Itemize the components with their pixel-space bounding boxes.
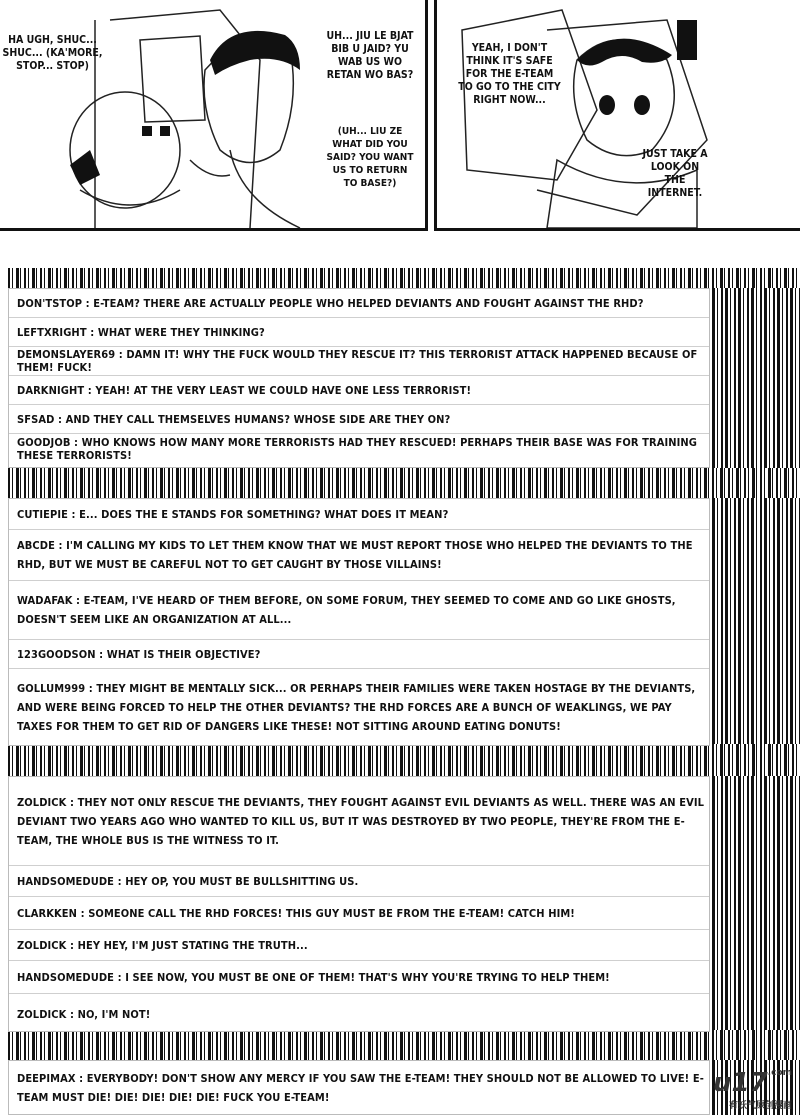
comment-body: I SEE NOW, YOU MUST BE ONE OF THEM! THAT'S WHY YOU'RE TRYING TO HELP THEM! [125, 970, 610, 984]
speech-bubble-left-1: HA UGH, SHUC... SHUC... (KA'MORE, STOP... STOP) [2, 34, 103, 72]
comment-row [9, 318, 709, 347]
comment-text: HANDSOMEDUDE : HEY OP, YOU MUST BE BULLSHITTING US. [17, 874, 359, 888]
manga-panel-left [0, 0, 428, 231]
comment-row [9, 347, 709, 376]
comment-row [9, 897, 709, 930]
comment-body: AND THEY CALL THEMSELVES HUMANS? WHOSE SIDE ARE THEY ON? [65, 412, 451, 426]
comment-text: GOODJOB : WHO KNOWS HOW MANY MORE TERRORISTS HAD THEY RESCUED! PERHAPS THEIR BASE WAS FOR TRAINING THESE TERRORISTS! [17, 436, 698, 462]
comment-text: CUTIEPIE : E... DOES THE E STANDS FOR SOMETHING? WHAT DOES IT MEAN? [17, 507, 449, 521]
comment-row [9, 289, 709, 318]
speech-bubble-right-2: JUST TAKE A LOOK ON THE INTERNET. [642, 148, 708, 199]
comment-user: LEFTXRIGHT [17, 325, 87, 339]
comment-user: ABCDE [17, 539, 55, 552]
comment-user: ZOLDICK [17, 795, 67, 809]
comment-user: ZOLDICK [17, 1007, 67, 1021]
comment-user: ZOLDICK [17, 938, 67, 952]
comment-body: SOMEONE CALL THE RHD FORCES! THIS GUY MUST BE FROM THE E-TEAM! CATCH HIM! [88, 906, 575, 920]
comment-text: WADAFAK : E-TEAM, I'VE HEARD OF THEM BEFORE, ON SOME FORUM, THEY SEEMED TO COME AND GO LIKE GHOSTS, DOESN'T SEEM LIKE AN ORGANIZATION AT ALL... [17, 594, 676, 626]
comment-text: DARKNIGHT : YEAH! AT THE VERY LEAST WE COULD HAVE ONE LESS TERRORIST! [17, 383, 472, 397]
comment-body: DAMN IT! WHY THE FUCK WOULD THEY RESCUE IT? THIS TERRORIST ATTACK HAPPENED BECAUSE OF THEM! FUCK! [17, 348, 698, 374]
comment-body: EVERYBODY! DON'T SHOW ANY MERCY IF YOU SAW THE E-TEAM! THEY SHOULD NOT BE ALLOWED TO LIVE! E-TEAM MUST DIE! DIE! DIE! DIE! DIE! FUCK YOU E-TEAM! [17, 1071, 704, 1104]
comment-text: SFSAD : AND THEY CALL THEMSELVES HUMANS? WHOSE SIDE ARE THEY ON? [17, 412, 451, 426]
comment-body: THEY NOT ONLY RESCUE THE DEVIANTS, THEY FOUGHT AGAINST EVIL DEVIANTS AS WELL. THERE WAS AN EVIL DEVIANT TWO YEARS AGO WHO WANTED TO KILL US, BUT IT WAS DESTROYED BY TWO PEOPLE, THEY'RE FROM THE E-TEAM, THE WHOLE BUS IS THE WITNESS TO IT. [17, 795, 705, 847]
comment-user: DEEPIMAX [17, 1071, 76, 1085]
comment-user: HANDSOMEDUDE [17, 874, 115, 888]
comment-user: GOODJOB [17, 436, 71, 449]
comment-text: DON'TSTOP : E-TEAM? THERE ARE ACTUALLY PEOPLE WHO HELPED DEVIANTS AND FOUGHT AGAINST THE RHD? [17, 296, 644, 310]
comment-row [9, 530, 709, 581]
comment-text: DEEPIMAX : EVERYBODY! DON'T SHOW ANY MERCY IF YOU SAW THE E-TEAM! THEY SHOULD NOT BE ALLOWED TO LIVE! E-TEAM MUST DIE! DIE! DIE! DIE! DIE! FUCK YOU E-TEAM! [17, 1071, 704, 1104]
comment-group-2 [8, 498, 710, 746]
watermark-brand: u17 [712, 1068, 768, 1098]
comment-user: CUTIEPIE [17, 507, 68, 521]
barcode-divider [8, 268, 800, 288]
manga-panel-right [434, 0, 800, 231]
comment-body: THEY MIGHT BE MENTALLY SICK... OR PERHAPS THEIR FAMILIES WERE TAKEN HOSTAGE BY THE DEVIANTS, AND WERE BEING FORCED TO HELP THE OTHER DEVIANTS? THE RHD FORCES ARE A BUNCH OF WEAKLINGS, WE PAY TAXES FOR THEM TO GET RID OF DANGERS LIKE THESE! NOT SITTING AROUND EATING DONUTS! [17, 681, 696, 733]
comment-user: GOLLUM999 [17, 681, 86, 695]
comment-row [9, 994, 709, 1034]
comment-row [9, 640, 709, 669]
comment-text: ABCDE : I'M CALLING MY KIDS TO LET THEM KNOW THAT WE MUST REPORT THOSE WHO HELPED THE DEVIANTS TO THE RHD, BUT WE MUST BE CAREFUL NOT TO GET CAUGHT BY THOSE VILLAINS! [17, 539, 693, 571]
comment-body: HEY HEY, I'M JUST STATING THE TRUTH... [77, 938, 308, 952]
barcode-divider [8, 1030, 800, 1060]
comment-row [9, 930, 709, 961]
watermark-domain: .com [767, 1068, 792, 1078]
comment-row [9, 581, 709, 640]
comment-user: WADAFAK [17, 594, 73, 607]
comment-user: 123GOODSON [17, 647, 96, 661]
watermark-logo [713, 1068, 792, 1111]
speech-bubble-right-1: YEAH, I DON'T THINK IT'S SAFE FOR THE E-TEAM TO GO TO THE CITY RIGHT NOW... [458, 42, 561, 106]
comment-user: HANDSOMEDUDE [17, 970, 115, 984]
side-barcode-strip [708, 268, 800, 1115]
comment-user: SFSAD [17, 412, 55, 426]
comment-user: DEMONSLAYER69 [17, 348, 116, 361]
comment-group-3 [8, 776, 710, 1032]
comment-text: ZOLDICK : THEY NOT ONLY RESCUE THE DEVIANTS, THEY FOUGHT AGAINST EVIL DEVIANTS AS WELL. THERE WAS AN EVIL DEVIANT TWO YEARS AGO WHO WANTED TO KILL US, BUT IT WAS DESTROYED BY TWO PEOPLE, THEY'RE FROM THE E-TEAM, THE WHOLE BUS IS THE WITNESS TO IT. [17, 795, 705, 847]
comment-row [9, 434, 709, 464]
comment-text: LEFTXRIGHT : WHAT WERE THEY THINKING? [17, 325, 265, 339]
comment-body: WHAT IS THEIR OBJECTIVE? [106, 647, 261, 661]
comment-text: CLARKKEN : SOMEONE CALL THE RHD FORCES! THIS GUY MUST BE FROM THE E-TEAM! CATCH HIM! [17, 906, 575, 920]
comment-body: WHO KNOWS HOW MANY MORE TERRORISTS HAD THEY RESCUED! PERHAPS THEIR BASE WAS FOR TRAINING THESE TERRORISTS! [17, 436, 698, 462]
comment-row [9, 866, 709, 897]
comment-text: DEMONSLAYER69 : DAMN IT! WHY THE FUCK WOULD THEY RESCUE IT? THIS TERRORIST ATTACK HAPPENED BECAUSE OF THEM! FUCK! [17, 348, 698, 374]
barcode-divider [8, 468, 800, 498]
comment-body: YEAH! AT THE VERY LEAST WE COULD HAVE ONE LESS TERRORIST! [95, 383, 472, 397]
comment-row [9, 405, 709, 434]
comment-row [9, 1061, 709, 1114]
barcode-divider [8, 744, 800, 776]
comment-body: WHAT WERE THEY THINKING? [97, 325, 265, 339]
comment-row [9, 669, 709, 745]
comment-body: HEY OP, YOU MUST BE BULLSHITTING US. [125, 874, 359, 888]
speech-bubble-left-2: UH... JIU LE BJAT BIB U JAID? YU WAB US WO RETAN WO BAS? [326, 30, 414, 81]
comment-text: 123GOODSON : WHAT IS THEIR OBJECTIVE? [17, 647, 261, 661]
watermark-tagline: 有妖气原创漫画 [728, 1101, 792, 1111]
comment-group-1 [8, 288, 710, 468]
speech-bubble-left-3: (UH... LIU ZE WHAT DID YOU SAID? YOU WANT US TO RETURN TO BASE?) [326, 126, 414, 189]
comment-body: E-TEAM, I'VE HEARD OF THEM BEFORE, ON SOME FORUM, THEY SEEMED TO COME AND GO LIKE GHOSTS, DOESN'T SEEM LIKE AN ORGANIZATION AT ALL... [17, 594, 676, 626]
comment-row [9, 499, 709, 530]
comment-text: GOLLUM999 : THEY MIGHT BE MENTALLY SICK... OR PERHAPS THEIR FAMILIES WERE TAKEN HOSTAGE BY THE DEVIANTS, AND WERE BEING FORCED TO HELP THE OTHER DEVIANTS? THE RHD FORCES ARE A BUNCH OF WEAKLINGS, WE PAY TAXES FOR THEM TO GET RID OF DANGERS LIKE THESE! NOT SITTING AROUND EATING DONUTS! [17, 681, 696, 733]
comment-row [9, 961, 709, 994]
comment-text: ZOLDICK : HEY HEY, I'M JUST STATING THE TRUTH... [17, 938, 308, 952]
comment-user: DARKNIGHT [17, 383, 85, 397]
comment-text: HANDSOMEDUDE : I SEE NOW, YOU MUST BE ONE OF THEM! THAT'S WHY YOU'RE TRYING TO HELP THEM! [17, 970, 610, 984]
comment-row [9, 777, 709, 866]
comment-group-4 [8, 1060, 710, 1115]
comment-body: NO, I'M NOT! [77, 1007, 151, 1021]
comment-body: I'M CALLING MY KIDS TO LET THEM KNOW THAT WE MUST REPORT THOSE WHO HELPED THE DEVIANTS TO THE RHD, BUT WE MUST BE CAREFUL NOT TO GET CAUGHT BY THOSE VILLAINS! [17, 539, 693, 571]
comment-body: E... DOES THE E STANDS FOR SOMETHING? WHAT DOES IT MEAN? [79, 507, 449, 521]
comment-row [9, 376, 709, 405]
comment-text: ZOLDICK : NO, I'M NOT! [17, 1007, 151, 1021]
comment-user: DON'TSTOP [17, 296, 83, 310]
panel-right-art [437, 0, 800, 228]
comment-user: CLARKKEN [17, 906, 78, 920]
comment-body: E-TEAM? THERE ARE ACTUALLY PEOPLE WHO HELPED DEVIANTS AND FOUGHT AGAINST THE RHD? [93, 296, 644, 310]
